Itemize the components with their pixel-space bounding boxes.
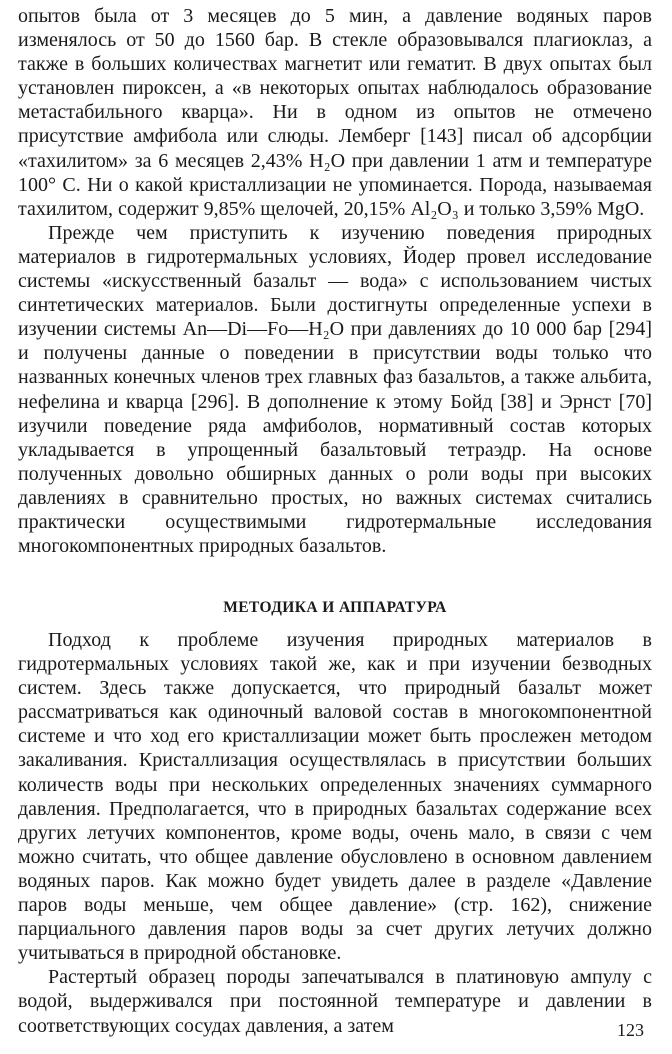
text-block-top xyxy=(18,4,652,558)
paragraph-3: Подход к проблеме изучения природных материалов в гидротермальных условиях такой же, как и при изучении безводных систем. Здесь также допускается, что природный базальт может рассматриваться как одиночный валовой состав в многокомпонентной системе и что ход его кристаллизации может быть прослежен методом закаливания. Кристаллизация осуществлялась в присутствии больших количеств воды при нескольких определенных значениях суммарного давления. Предполагается, что в природных базальтах содержание всех других летучих компонентов, кроме воды, очень мало, в связи с чем можно считать, что общее давление обусловлено в основном давлением водяных паров. Как можно будет увидеть далее в разделе «Давление паров воды меньше, чем общее давление» (стр. 162), снижение парциального давления паров воды за счет других летучих должно учитываться в природной обстановке. xyxy=(18,629,652,965)
text-block-bottom xyxy=(18,628,652,1038)
paragraph-1: опытов была от 3 месяцев до 5 мин, а давление водяных паров изменялось от 50 до 1560 бар. В стекле образовывался плагиоклаз, а также в больших количествах магнетит или гематит. В двух опытах был установлен пироксен, а «в некоторых опытах наблюдалось образование метастабильного кварца». Ни в одном из опытов не отмечено присутствие амфибола или слюды. Лемберг [143] писал об адсорбции «тахилитом» за 6 месяцев 2,43% H₂O при давлении 1 атм и температуре 100° С. Ни о какой кристаллизации не упоминается. Порода, называемая тахилитом, содержит 9,85% щелочей, 20,15% Al₂O₃ и только 3,59% MgO. xyxy=(18,5,652,220)
paragraph-4: Растертый образец породы запечатывался в платиновую ампулу с водой, выдерживался при постоянной температуре и давлении в соответствующих сосудах давления, а затем xyxy=(18,966,652,1037)
page-number: 123 xyxy=(617,1020,644,1040)
section-heading-container xyxy=(18,598,652,618)
paragraph-2: Прежде чем приступить к изучению поведения природных материалов в гидротермальных условиях, Йодер провел исследование системы «искусственный базальт — вода» с использованием чистых синтетических материалов. Были достигнуты определенные успехи в изучении системы An—Di—Fo—H₂O при давлениях до 10 000 бар [294] и получены данные о поведении в присутствии воды только что названных конечных членов трех главных фаз базальтов, а также альбита, нефелина и кварца [296]. В дополнение к этому Бойд [38] и Эрнст [70] изучили поведение ряда амфиболов, нормативный состав которых укладывается в упрощенный базальтовый тетраэдр. На основе полученных довольно обширных данных о роли воды при высоких давлениях в сравнительно простых, но важных системах считались практически осуществимыми гидротермальные исследования многокомпонентных природных базальтов. xyxy=(18,221,652,558)
section-heading: МЕТОДИКА И АППАРАТУРА xyxy=(223,599,447,616)
